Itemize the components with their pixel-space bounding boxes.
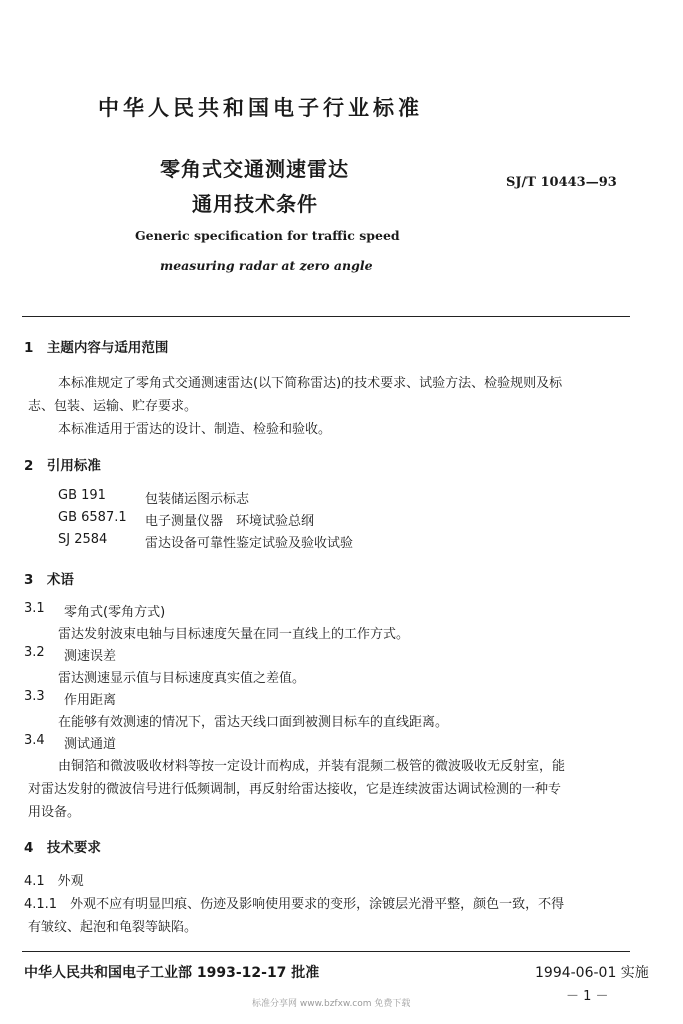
implementation-date: 1994-06-01 实施 (535, 965, 649, 981)
term-3-4-definition-line3: 用设备。 (28, 805, 81, 820)
clause-4-1-1-line2: 有皱纹、起泡和龟裂等缺陷。 (28, 920, 198, 935)
ministry-header: 中华人民共和国电子行业标准 (98, 96, 423, 120)
term-definition: 在能够有效测速的情况下，雷达天线口面到被测目标车的直线距离。 (58, 715, 449, 730)
standard-number: SJ/T 10443—93 (506, 175, 617, 190)
section-1-para2: 本标准适用于雷达的设计、制造、检验和验收。 (58, 422, 332, 437)
section-2-heading: 2 引用标准 (24, 458, 101, 474)
page-number: － 1 － (566, 989, 609, 1004)
ref-code: GB 191 (58, 488, 106, 503)
section-1-para1-line1: 本标准规定了零角式交通测速雷达(以下简称雷达)的技术要求、试验方法、检验规则及标 (58, 376, 563, 391)
watermark-text: 标准分享网 www.bzfxw.com 免费下载 (252, 999, 411, 1009)
footer-rule (22, 951, 630, 952)
ref-code: GB 6587.1 (58, 510, 127, 525)
term-3-4-definition-line1: 由铜箔和微波吸收材料等按一定设计而构成，并装有混频二极管的微波吸收无反射室，能 (58, 759, 566, 774)
term-number: 3.3 (24, 689, 45, 704)
term-number: 3.4 (24, 733, 45, 748)
term-name: 测试通道 (64, 737, 117, 752)
section-4-heading: 4 技术要求 (24, 840, 101, 856)
title-english-line1: Generic specification for traffic speed (135, 228, 400, 243)
term-definition: 雷达发射波束电轴与目标速度矢量在同一直线上的工作方式。 (58, 627, 410, 642)
ref-code: SJ 2584 (58, 532, 108, 547)
ref-title: 包装储运图示标志 (145, 492, 250, 507)
term-name: 测速误差 (64, 649, 117, 664)
term-name: 作用距离 (64, 693, 117, 708)
ref-title: 雷达设备可靠性鉴定试验及验收试验 (145, 536, 354, 551)
term-number: 3.1 (24, 601, 45, 616)
title-english-line2: measuring radar at zero angle (160, 258, 373, 273)
approval-statement: 中华人民共和国电子工业部 1993-12-17 批准 (24, 965, 320, 981)
term-name: 零角式(零角方式) (64, 605, 166, 620)
section-1-para1-line2: 志、包装、运输、贮存要求。 (28, 399, 198, 414)
term-definition: 雷达测速显示值与目标速度真实值之差值。 (58, 671, 306, 686)
header-rule (22, 316, 630, 317)
section-3-heading: 3 术语 (24, 572, 74, 588)
title-chinese-line1: 零角式交通测速雷达 (160, 157, 349, 181)
clause-4-1-1-line1: 4.1.1 外观不应有明显凹痕、伤迹及影响使用要求的变形，涂镀层光滑平整，颜色一致，不得 (24, 897, 565, 912)
ref-title: 电子测量仪器 环境试验总纲 (145, 514, 315, 529)
subsection-4-1-heading: 4.1 外观 (24, 874, 84, 889)
section-1-heading: 1 主题内容与适用范围 (24, 340, 169, 356)
term-number: 3.2 (24, 645, 45, 660)
title-chinese-line2: 通用技术条件 (192, 192, 318, 216)
term-3-4-definition-line2: 对雷达发射的微波信号进行低频调制，再反射给雷达接收，它是连续波雷达调试检测的一种专 (28, 782, 562, 797)
